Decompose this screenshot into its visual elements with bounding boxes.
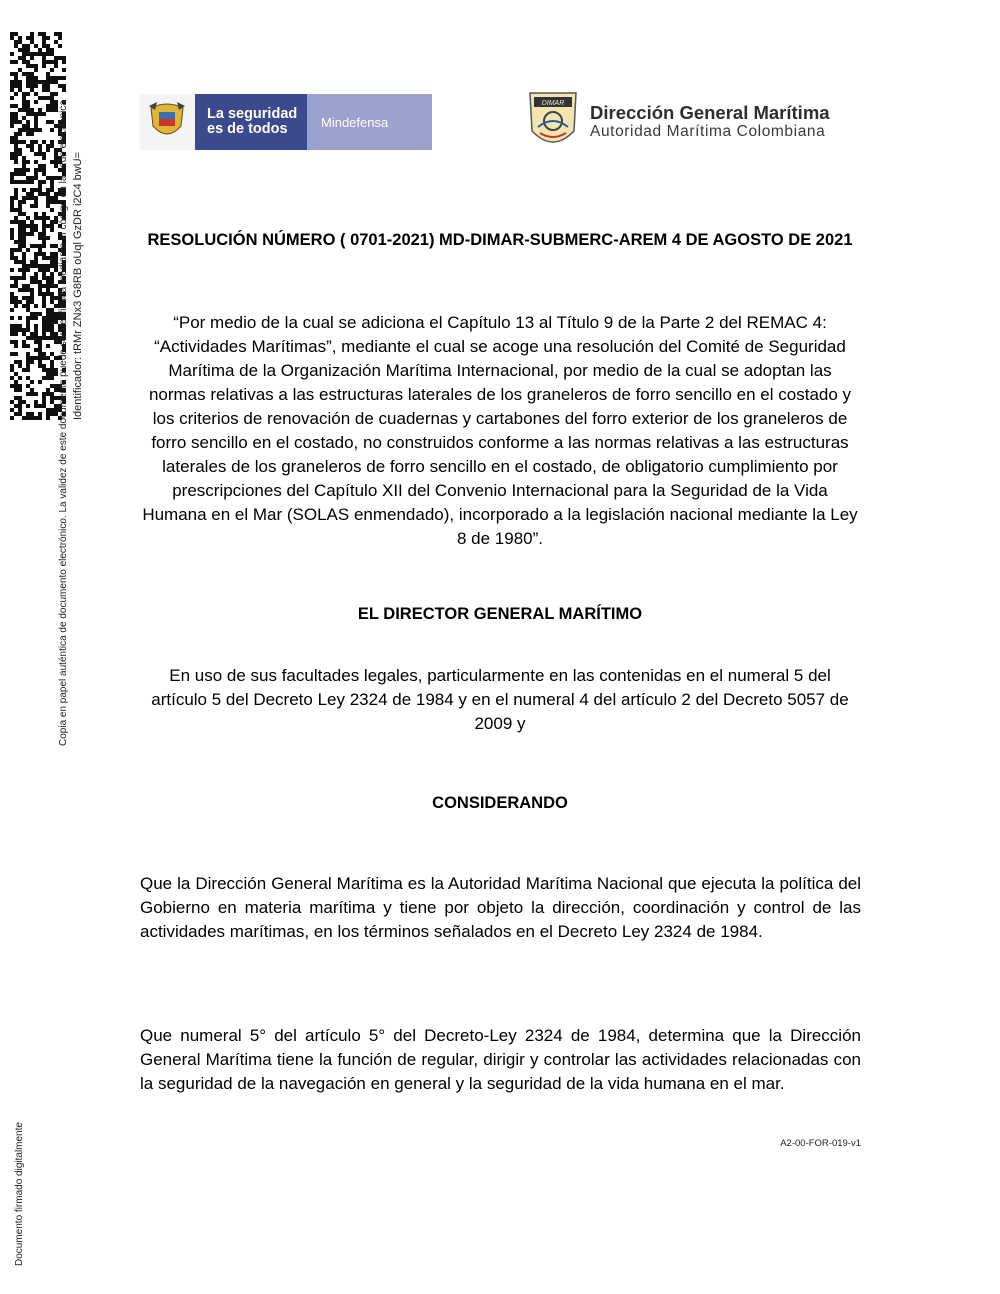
gov-slogan-line2: es de todos	[207, 121, 288, 137]
dimar-logo	[526, 86, 866, 158]
dimar-emblem-icon	[526, 87, 580, 157]
svg-text:DIMAR: DIMAR	[541, 100, 565, 107]
document-identifier: Identificador: tRMr ZNx3 G8RB oUql GzDR i2C4 bwU=	[72, 151, 84, 420]
signed-notice: Documento firmado digitalmente	[14, 1122, 25, 1266]
resolution-title: RESOLUCIÓN NÚMERO ( 0701-2021) MD-DIMAR-SUBMERC-AREM 4 DE AGOSTO DE 2021	[147, 231, 853, 249]
considerando-heading: CONSIDERANDO	[432, 794, 568, 812]
facultades-paragraph: En uso de sus facultades legales, particularmente en las contenidas en el numeral 5 del artículo 5 del Decreto Ley 2324 de 1984 y en el numeral 4 del artículo 2 del Decreto 5057 de 2009 y	[151, 666, 849, 733]
dimar-subtitle: Autoridad Marítima Colombiana	[590, 123, 826, 140]
form-code: A2-00-FOR-019-v1	[780, 1138, 861, 1149]
gov-ministry: Mindefensa	[307, 94, 432, 150]
gov-slogan-line1: La seguridad	[207, 106, 298, 122]
considerando-paragraph-2: Que numeral 5° del artículo 5° del Decreto-Ley 2324 de 1984, determina que la Dirección General Marítima tiene la función de regular, dirigir y controlar las actividades relacionadas con la seguridad de la navegación en general y la seguridad de la vida humana en el mar.	[140, 1026, 861, 1093]
director-heading: EL DIRECTOR GENERAL MARÍTIMO	[357, 605, 643, 623]
dimar-name: Dirección General Marítima	[590, 102, 830, 123]
copy-notice: Copia en papel auténtica de documento electrónico. La validez de este documento puede ser verificada mediante el código en la sede electrónica	[58, 100, 69, 746]
gov-logo	[139, 94, 432, 150]
resolution-intro: “Por medio de la cual se adiciona el Capítulo 13 al Título 9 de la Parte 2 del REMAC 4: “Actividades Marítimas”, mediante el cual se acoge una resolución del Comité de Seguridad Marítima de la Organización Marítima Internacional, por medio de la cual se adoptan las normas relativas a las estructuras laterales de los graneleros de forro sencillo en el costado y los criterios de renovación de cuadernas y cartabones del forro exterior de los graneleros de forro sencillo en el costado, no construidos conforme a las normas relativas a las estructuras laterales de los graneleros de forro sencillo en el costado, de obligatorio cumplimiento por prescripciones del Capítulo XII del Convenio Internacional para la Seguridad de la Vida Humana en el Mar (SOLAS enmendado), incorporado a la legislación nacional mediante la Ley 8 de 1980”.	[142, 313, 858, 548]
considerando-paragraph-1: Que la Dirección General Marítima es la Autoridad Marítima Nacional que ejecuta la política del Gobierno en materia marítima y tiene por objeto la dirección, coordinación y control de las actividades marítimas, en los términos señalados en el Decreto Ley 2324 de 1984.	[140, 874, 861, 941]
gov-slogan	[195, 94, 307, 150]
coat-of-arms-icon	[139, 94, 195, 150]
